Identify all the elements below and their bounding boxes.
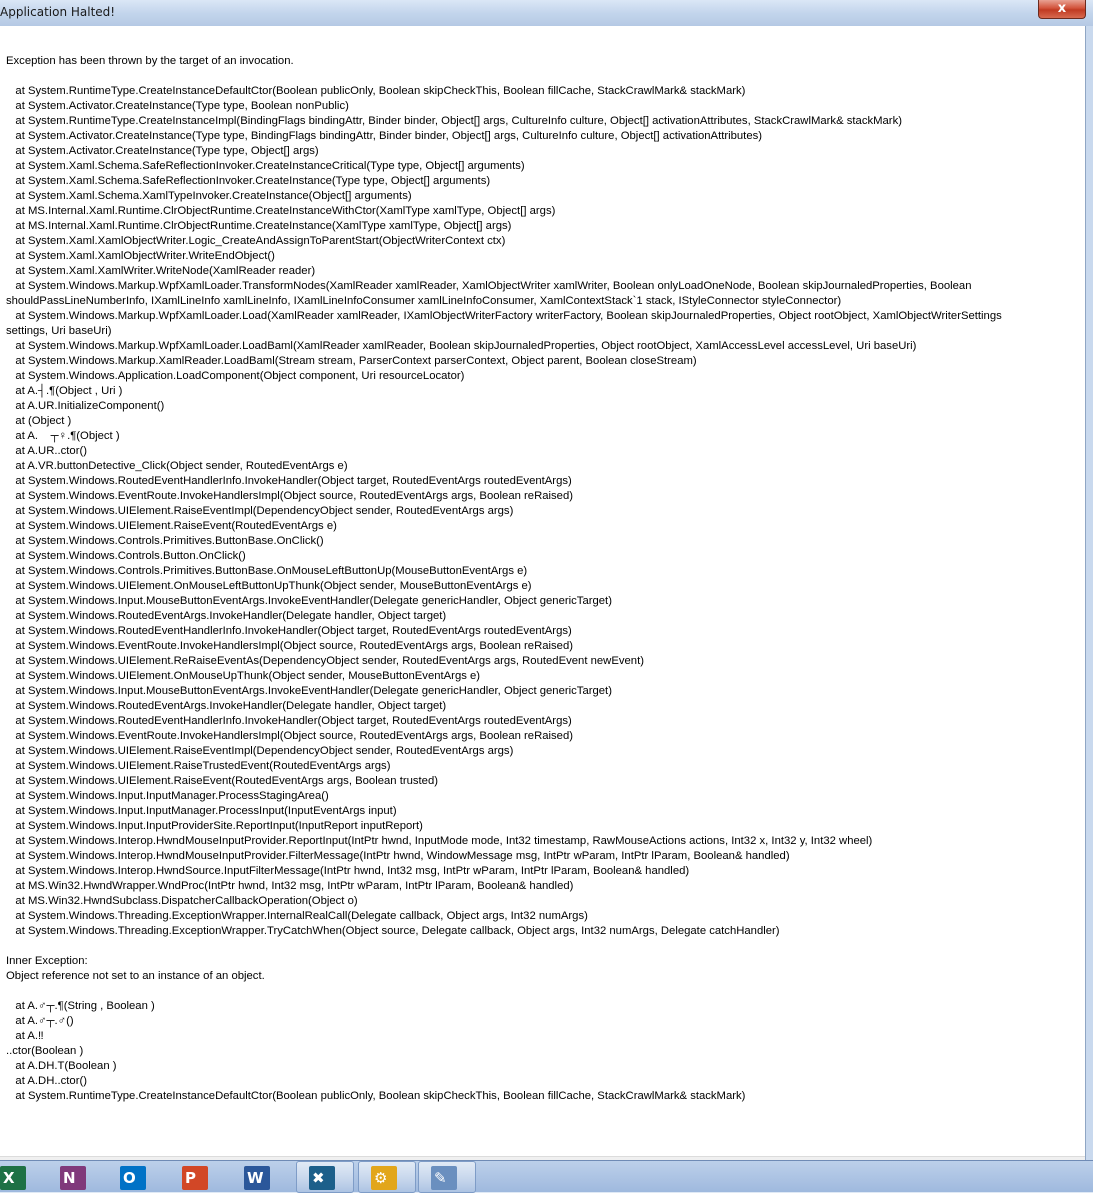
message-line: at (Object ) — [6, 415, 72, 427]
message-line: at System.Windows.RoutedEventHandlerInfo.InvokeHandler(Object target, RoutedEventArgs routedEventArgs) — [6, 475, 572, 487]
message-line: at System.Windows.Threading.ExceptionWrapper.InternalRealCall(Delegate callback, Object args, Int32 numArgs) — [6, 910, 588, 922]
close-icon: x — [1057, 1, 1067, 16]
message-line: at MS.Win32.HwndSubclass.DispatcherCallbackOperation(Object o) — [6, 895, 358, 907]
dialog-body — [0, 26, 1086, 1160]
taskbar-button-app-x[interactable] — [296, 1161, 354, 1193]
message-line: at System.RuntimeType.CreateInstanceImpl(BindingFlags bindingAttr, Binder binder, Object[] args, CultureInfo culture, Object[] activationAttributes, StackCrawlMark& stackMark) — [6, 115, 902, 127]
message-line: at A.DH.T(Boolean ) — [6, 1060, 117, 1072]
message-line: at System.Xaml.Schema.SafeReflectionInvoker.CreateInstanceCritical(Type type, Object[] arguments) — [6, 160, 525, 172]
message-line: at System.Windows.Threading.ExceptionWrapper.TryCatchWhen(Object source, Delegate callback, Object args, Int32 numArgs, Delegate catchHandler) — [6, 925, 780, 937]
message-line — [6, 69, 1081, 84]
window-title: Application Halted! — [0, 5, 116, 19]
message-line: shouldPassLineNumberInfo, IXamlLineInfo xamlLineInfo, IXamlLineInfoConsumer xamlLineInfoConsumer, XamlContextStack`1 stack, IStyleConnector styleConnector) — [6, 295, 842, 307]
message-line: at System.Windows.EventRoute.InvokeHandlersImpl(Object source, RoutedEventArgs args, Boolean reRaised) — [6, 490, 573, 502]
message-line: at System.Windows.UIElement.OnMouseUpThunk(Object sender, MouseButtonEventArgs e) — [6, 670, 481, 682]
taskbar-button-onenote[interactable] — [48, 1162, 104, 1192]
message-line: settings, Uri baseUri) — [6, 325, 112, 337]
message-line: at A.UR..ctor() — [6, 445, 87, 457]
powerpoint-icon: P — [182, 1166, 208, 1190]
message-line: at System.Windows.UIElement.RaiseEventImpl(DependencyObject sender, RoutedEventArgs args) — [6, 505, 514, 517]
message-line: at System.Windows.Markup.WpfXamlLoader.LoadBaml(XamlReader xamlReader, Boolean skipJournaledProperties, Object rootObject, XamlAccessLevel accessLevel, Uri baseUri) — [6, 340, 917, 352]
message-line — [6, 939, 1081, 954]
gears-icon: ⚙ — [371, 1166, 397, 1190]
taskbar — [0, 1160, 1093, 1192]
message-line: Object reference not set to an instance of an object. — [6, 970, 265, 982]
message-line: at A.‼ — [6, 1030, 44, 1042]
message-line: at System.Xaml.XamlObjectWriter.Logic_CreateAndAssignToParentStart(ObjectWriterContext ctx) — [6, 235, 506, 247]
message-line: at System.Windows.UIElement.RaiseEvent(RoutedEventArgs args, Boolean trusted) — [6, 775, 438, 787]
message-line: at System.Windows.RoutedEventHandlerInfo.InvokeHandler(Object target, RoutedEventArgs routedEventArgs) — [6, 715, 572, 727]
message-line: at System.Activator.CreateInstance(Type type, BindingFlags bindingAttr, Binder binder, Object[] args, CultureInfo culture, Object[] activationAttributes) — [6, 130, 763, 142]
message-line: at MS.Internal.Xaml.Runtime.ClrObjectRuntime.CreateInstance(XamlType xamlType, Object[] args) — [6, 220, 512, 232]
message-line: at System.Windows.UIElement.RaiseTrustedEvent(RoutedEventArgs args) — [6, 760, 391, 772]
message-line: at System.RuntimeType.CreateInstanceDefaultCtor(Boolean publicOnly, Boolean skipCheckThis, Boolean fillCache, StackCrawlMark& stackMark) — [6, 85, 746, 97]
message-line: at A.♂┬.♂() — [6, 1015, 74, 1027]
message-line: at System.Windows.Application.LoadComponent(Object component, Uri resourceLocator) — [6, 370, 465, 382]
message-line: at System.Windows.RoutedEventHandlerInfo.InvokeHandler(Object target, RoutedEventArgs routedEventArgs) — [6, 625, 572, 637]
message-line: at System.Windows.Input.InputManager.ProcessInput(InputEventArgs input) — [6, 805, 397, 817]
message-line: at System.Windows.EventRoute.InvokeHandlersImpl(Object source, RoutedEventArgs args, Boolean reRaised) — [6, 730, 573, 742]
message-line: Exception has been thrown by the target of an invocation. — [6, 55, 294, 67]
paint-palette-icon: ✎ — [431, 1166, 457, 1190]
close-button[interactable] — [1038, 0, 1086, 19]
message-line: at System.Windows.UIElement.OnMouseLeftButtonUpThunk(Object sender, MouseButtonEventArgs e) — [6, 580, 532, 592]
message-line: at MS.Win32.HwndWrapper.WndProc(IntPtr hwnd, Int32 msg, IntPtr wParam, IntPtr lParam, Boolean& handled) — [6, 880, 574, 892]
taskbar-button-excel[interactable] — [0, 1162, 40, 1192]
message-line: at System.Windows.Markup.WpfXamlLoader.Load(XamlReader xamlReader, IXamlObjectWriterFactory writerFactory, Boolean skipJournaledProperties, Object rootObject, XamlObjectWriterSettings — [6, 310, 1002, 322]
excel-icon: X — [0, 1166, 26, 1190]
message-line: at A.DH..ctor() — [6, 1075, 87, 1087]
taskbar-button-outlook[interactable] — [108, 1162, 164, 1192]
message-line: at System.Xaml.Schema.SafeReflectionInvoker.CreateInstance(Type type, Object[] arguments) — [6, 175, 491, 187]
message-line: at System.Windows.Markup.XamlReader.LoadBaml(Stream stream, ParserContext parserContext, Object parent, Boolean closeStream) — [6, 355, 697, 367]
taskbar-button-gears[interactable] — [358, 1161, 416, 1193]
message-line: at System.Windows.RoutedEventArgs.InvokeHandler(Delegate handler, Object target) — [6, 700, 447, 712]
message-line: at System.Windows.Controls.Primitives.ButtonBase.OnMouseLeftButtonUp(MouseButtonEventArgs e) — [6, 565, 528, 577]
taskbar-button-word[interactable] — [232, 1162, 288, 1192]
word-icon: W — [244, 1166, 270, 1190]
message-line: at A.♂┬.¶(String , Boolean ) — [6, 1000, 155, 1012]
message-line: at System.Activator.CreateInstance(Type type, Boolean nonPublic) — [6, 100, 349, 112]
taskbar-button-paint-palette[interactable] — [418, 1161, 476, 1193]
message-line: at System.Windows.EventRoute.InvokeHandlersImpl(Object source, RoutedEventArgs args, Boolean reRaised) — [6, 640, 573, 652]
message-line: at System.Windows.Interop.HwndSource.InputFilterMessage(IntPtr hwnd, Int32 msg, IntPtr wParam, IntPtr lParam, Boolean& handled) — [6, 865, 690, 877]
message-line: at System.Windows.Markup.WpfXamlLoader.TransformNodes(XamlReader xamlReader, XamlObjectWriter xamlWriter, Boolean onlyLoadOneNode, Boolean skipJournaledProperties, Boolean — [6, 280, 972, 292]
message-line: at System.Xaml.Schema.XamlTypeInvoker.CreateInstance(Object[] arguments) — [6, 190, 412, 202]
message-line: at A.VR.buttonDetective_Click(Object sender, RoutedEventArgs e) — [6, 460, 348, 472]
message-line: at A.┤.¶(Object , Uri ) — [6, 385, 123, 397]
app-x-icon: ✖ — [309, 1166, 335, 1190]
message-line: ..ctor(Boolean ) — [6, 1045, 84, 1057]
message-line: at System.Windows.Input.MouseButtonEventArgs.InvokeEventHandler(Delegate genericHandler, Object genericTarget) — [6, 685, 612, 697]
message-line: at System.RuntimeType.CreateInstanceDefaultCtor(Boolean publicOnly, Boolean skipCheckThis, Boolean fillCache, StackCrawlMark& stackMark) — [6, 1090, 746, 1102]
message-line: at System.Windows.UIElement.ReRaiseEventAs(DependencyObject sender, RoutedEventArgs args, RoutedEvent newEvent) — [6, 655, 644, 667]
exception-message — [6, 54, 1081, 1104]
taskbar-button-powerpoint[interactable] — [170, 1162, 226, 1192]
message-line: at MS.Internal.Xaml.Runtime.ClrObjectRuntime.CreateInstanceWithCtor(XamlType xamlType, Object[] args) — [6, 205, 556, 217]
message-line: at System.Windows.Controls.Button.OnClick() — [6, 550, 246, 562]
onenote-icon: N — [60, 1166, 86, 1190]
message-line: at System.Windows.RoutedEventArgs.InvokeHandler(Delegate handler, Object target) — [6, 610, 447, 622]
message-line: at System.Activator.CreateInstance(Type type, Object[] args) — [6, 145, 319, 157]
message-line: at A.UR.InitializeComponent() — [6, 400, 165, 412]
message-line: at System.Windows.Interop.HwndMouseInputProvider.ReportInput(IntPtr hwnd, InputMode mode, Int32 timestamp, RawMouseActions actions, Int32 x, Int32 y, Int32 wheel) — [6, 835, 873, 847]
message-line: at System.Windows.Input.InputManager.ProcessStagingArea() — [6, 790, 329, 802]
message-line: at System.Xaml.XamlObjectWriter.WriteEndObject() — [6, 250, 275, 262]
message-line: Inner Exception: — [6, 955, 88, 967]
message-line: at System.Windows.Interop.HwndMouseInputProvider.FilterMessage(IntPtr hwnd, WindowMessage msg, IntPtr wParam, IntPtr lParam, Boolean& handled) — [6, 850, 790, 862]
message-line: at System.Windows.Controls.Primitives.ButtonBase.OnClick() — [6, 535, 324, 547]
message-line: at System.Windows.UIElement.RaiseEvent(RoutedEventArgs e) — [6, 520, 337, 532]
message-line: at System.Windows.UIElement.RaiseEventImpl(DependencyObject sender, RoutedEventArgs args) — [6, 745, 514, 757]
title-bar[interactable] — [0, 0, 1093, 26]
message-line — [6, 984, 1081, 999]
message-line: at System.Xaml.XamlWriter.WriteNode(XamlReader reader) — [6, 265, 316, 277]
message-line: at System.Windows.Input.MouseButtonEventArgs.InvokeEventHandler(Delegate genericHandler, Object genericTarget) — [6, 595, 612, 607]
message-line: at A. ┬♀.¶(Object ) — [6, 430, 120, 442]
message-line: at System.Windows.Input.InputProviderSite.ReportInput(InputReport inputReport) — [6, 820, 423, 832]
outlook-icon: O — [120, 1166, 146, 1190]
